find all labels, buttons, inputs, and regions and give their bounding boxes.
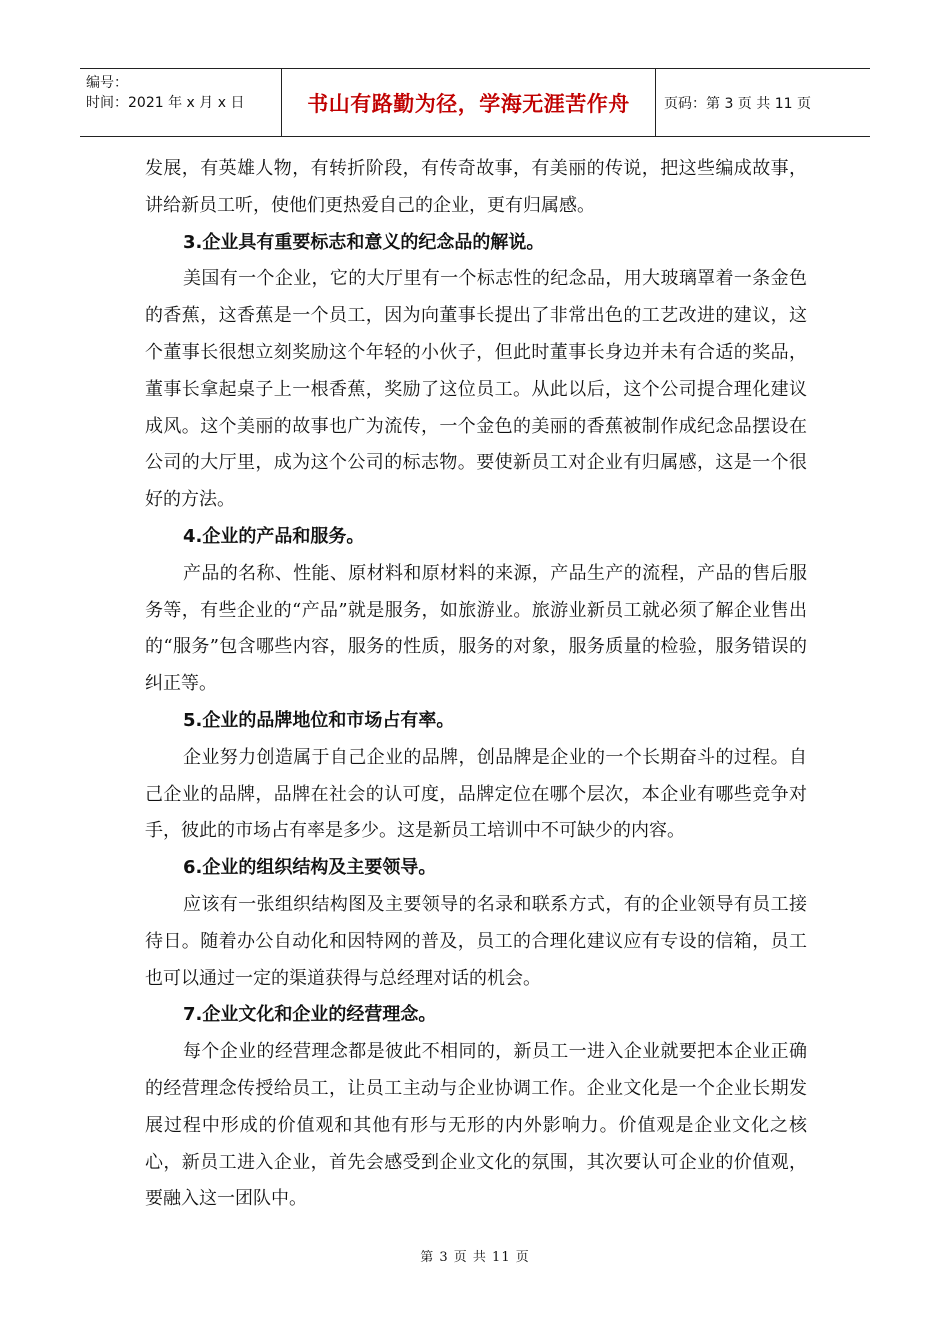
paragraph-section-3: 美国有一个企业，它的大厅里有一个标志性的纪念品，用大玻璃罩着一条金色的香蕉，这香蕉是一个员工，因为向董事长提出了非常出色的工艺改进的建议，这个董事长很想立刻奖励这个年轻的小伙子，但此时董事长身边并未有合适的奖品，董事长拿起桌子上一根香蕉，奖励了这位员工。从此以后，这个公司提合理化建议成风。这个美丽的故事也广为流传，一个金色的美丽的香蕉被制作成纪念品摆设在公司的大厅里，成为这个公司的标志物。要使新员工对企业有归属感，这是一个很好的方法。 (145, 268, 807, 511)
section-heading-4: 4.企业的产品和服务。 (183, 525, 365, 547)
paragraph-section-6: 应该有一张组织结构图及主要领导的名录和联系方式，有的企业领导有员工接待日。随着办公自动化和因特网的普及，员工的合理化建议应有专设的信箱，员工也可以通过一定的渠道获得与总经理对话的机会。 (145, 893, 807, 989)
section-heading-5: 5.企业的品牌地位和市场占有率。 (183, 709, 455, 731)
header-motto-cell (281, 69, 656, 136)
header-meta-cell (80, 69, 281, 136)
document-header (80, 68, 870, 137)
time-label: 时间：2021 年 x 月 x 日 (86, 95, 245, 111)
section-heading-6: 6.企业的组织结构及主要领导。 (183, 857, 437, 879)
page-footer: 第 3 页 共 11 页 (420, 1250, 530, 1265)
document-body (145, 151, 807, 1218)
paragraph-section-7: 每个企业的经营理念都是彼此不相同的，新员工一进入企业就要把本企业正确的经营理念传授给员工，让员工主动与企业协调工作。企业文化是一个企业长期发展过程中形成的价值观和其他有形与无形的内外影响力。价值观是企业文化之核心，新员工进入企业，首先会感受到企业文化的氛围，其次要认可企业的价值观，要融入这一团队中。 (145, 1041, 807, 1210)
header-page-info: 页码：第 3 页 共 11 页 (664, 95, 811, 112)
header-motto: 书山有路勤为径，学海无涯苦作舟 (307, 91, 630, 116)
header-page-cell (656, 69, 870, 136)
number-label: 编号： (86, 75, 128, 91)
paragraph-section-5: 企业努力创造属于自己企业的品牌，创品牌是企业的一个长期奋斗的过程。自己企业的品牌，品牌在社会的认可度，品牌定位在哪个层次，本企业有哪些竞争对手，彼此的市场占有率是多少。这是新员工培训中不可缺少的内容。 (145, 746, 807, 842)
section-heading-7: 7.企业文化和企业的经营理念。 (183, 1004, 437, 1026)
section-heading-3: 3.企业具有重要标志和意义的纪念品的解说。 (183, 231, 545, 253)
paragraph-continued: 发展，有英雄人物，有转折阶段，有传奇故事，有美丽的传说，把这些编成故事，讲给新员工听，使他们更热爱自己的企业，更有归属感。 (145, 158, 807, 216)
paragraph-section-4: 产品的名称、性能、原材料和原材料的来源，产品生产的流程，产品的售后服务等，有些企业的“产品”就是服务，如旅游业。旅游业新员工就必须了解企业售出的“服务”包含哪些内容，服务的性质，服务的对象，服务质量的检验，服务错误的纠正等。 (145, 562, 807, 695)
